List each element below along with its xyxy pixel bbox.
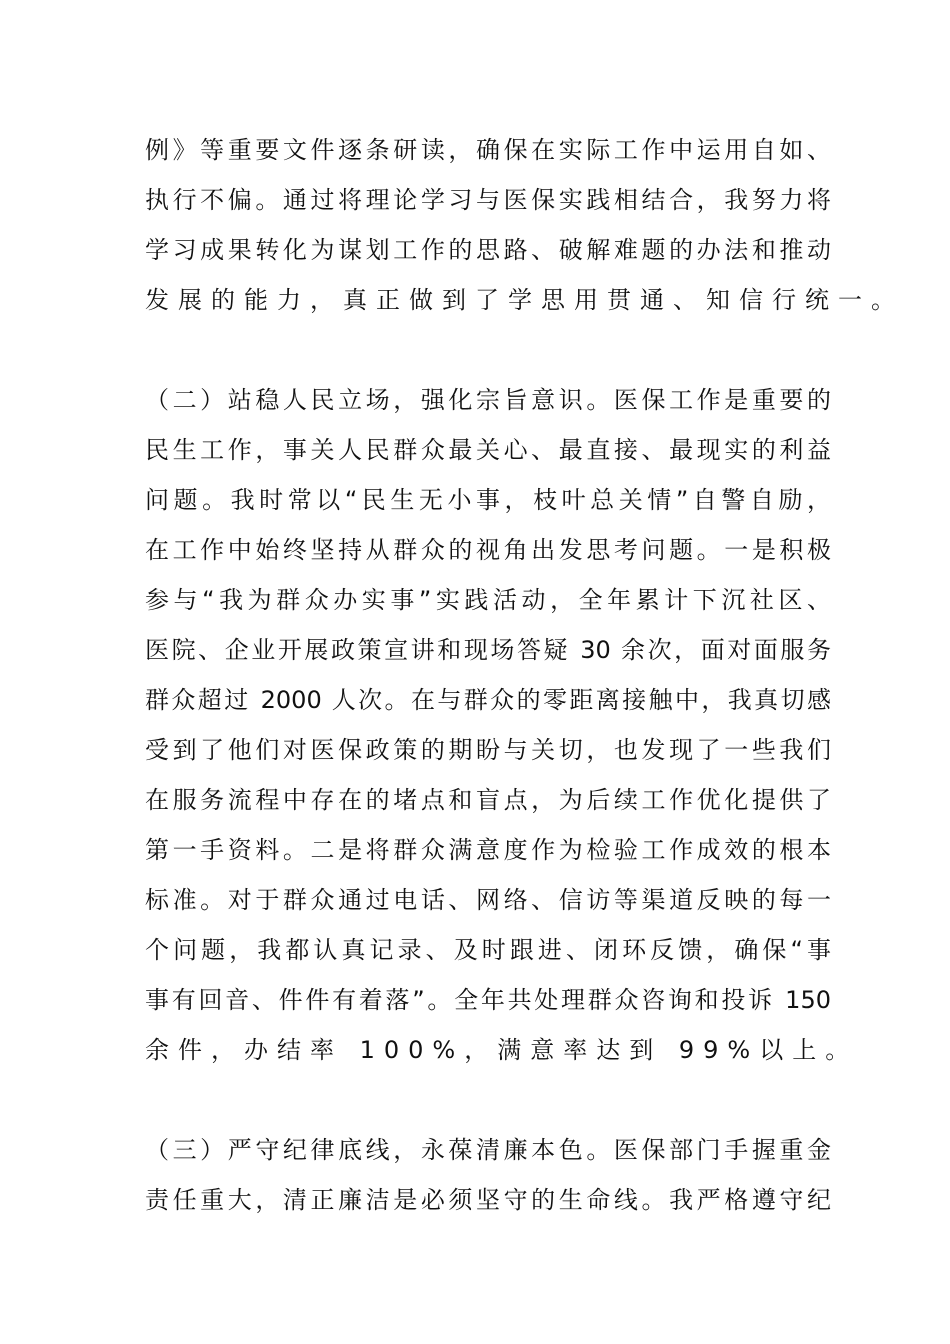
text-line: 学习成果转化为谋划工作的思路、破解难题的办法和推动 <box>145 236 831 264</box>
text-line: 群众超过 2000 人次。在与群众的零距离接触中，我真切感 <box>145 686 831 714</box>
text-line: 医院、企业开展政策宣讲和现场答疑 30 余次，面对面服务 <box>145 636 831 664</box>
text-line: （二）站稳人民立场，强化宗旨意识。医保工作是重要的 <box>145 386 831 414</box>
text-line: 标准。对于群众通过电话、网络、信访等渠道反映的每一 <box>145 886 831 914</box>
text-line: 民生工作，事关人民群众最关心、最直接、最现实的利益 <box>145 436 831 464</box>
text-line: （三）严守纪律底线，永葆清廉本色。医保部门手握重金 <box>145 1136 831 1164</box>
text-line: 参与“我为群众办实事”实践活动，全年累计下沉社区、 <box>145 586 831 614</box>
text-line: 受到了他们对医保政策的期盼与关切，也发现了一些我们 <box>145 736 831 764</box>
text-line: 事有回音、件件有着落”。全年共处理群众咨询和投诉 150 <box>145 986 831 1014</box>
text-line: 发展的能力，真正做到了学思用贯通、知信行统一。 <box>145 286 904 314</box>
text-line: 个问题，我都认真记录、及时跟进、闭环反馈，确保“事 <box>145 936 831 964</box>
text-line: 余件，办结率 100%，满意率达到 99%以上。 <box>145 1036 859 1064</box>
text-line: 执行不偏。通过将理论学习与医保实践相结合，我努力将 <box>145 186 831 214</box>
text-line: 例》等重要文件逐条研读，确保在实际工作中运用自如、 <box>145 136 831 164</box>
text-line: 在工作中始终坚持从群众的视角出发思考问题。一是积极 <box>145 536 831 564</box>
text-line: 在服务流程中存在的堵点和盲点，为后续工作优化提供了 <box>145 786 831 814</box>
text-line: 问题。我时常以“民生无小事，枝叶总关情”自警自励， <box>145 486 831 514</box>
text-line: 责任重大，清正廉洁是必须坚守的生命线。我严格遵守纪 <box>145 1186 831 1214</box>
text-line: 第一手资料。二是将群众满意度作为检验工作成效的根本 <box>145 836 831 864</box>
